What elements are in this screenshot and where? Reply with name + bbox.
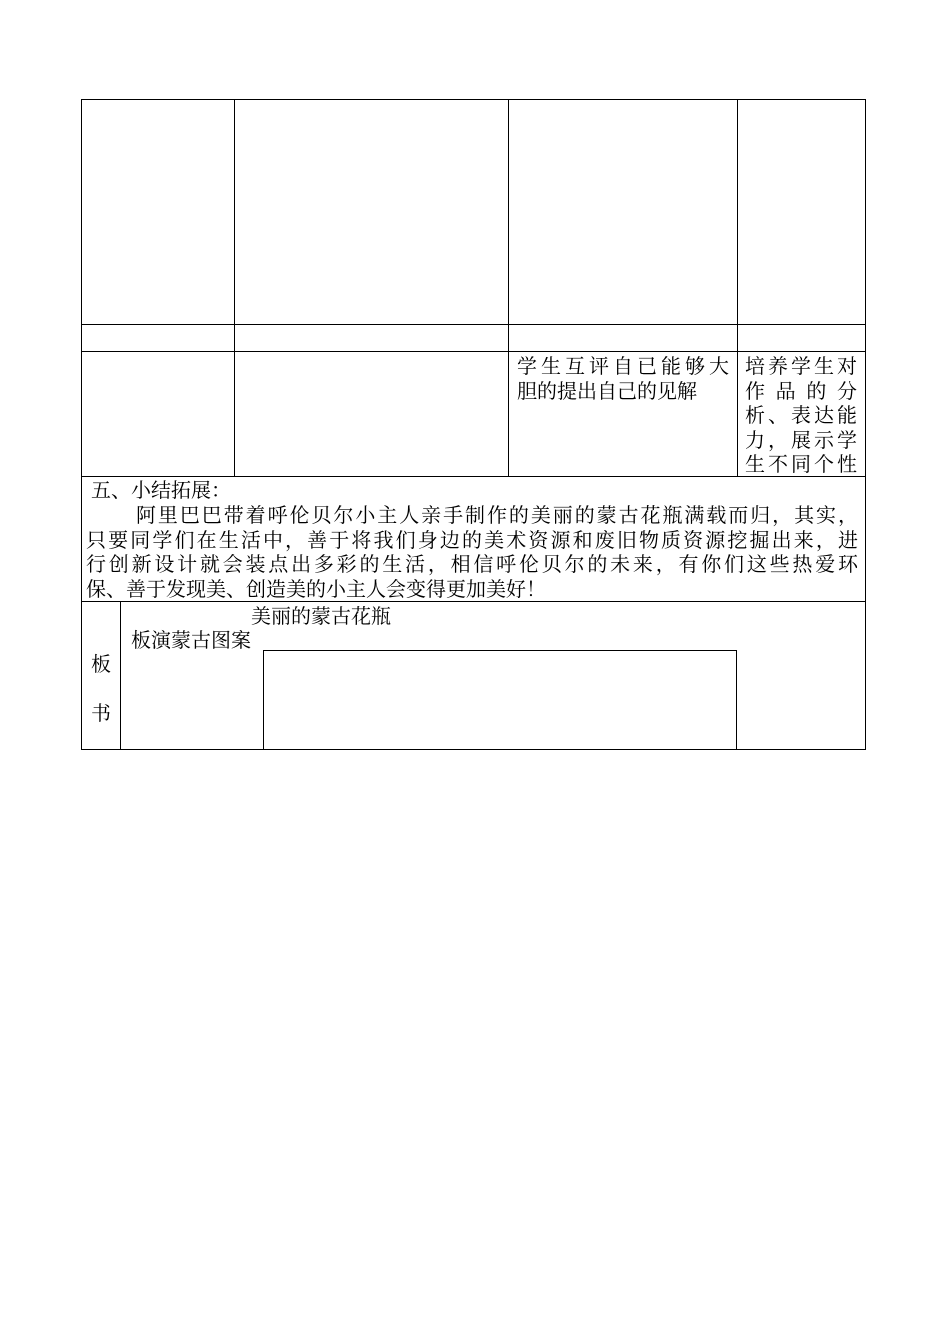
board-column-divider bbox=[120, 601, 121, 750]
column-divider-3 bbox=[737, 99, 738, 477]
cell-line: 力，展示学 bbox=[745, 427, 857, 452]
peer-review-cell bbox=[517, 354, 729, 403]
summary-heading: 五、小结拓展： bbox=[91, 478, 231, 502]
row-divider-4 bbox=[81, 601, 866, 602]
summary-line: 只要同学们在生活中，善于将我们身边的美术资源和废旧物质资源挖掘出来，进 bbox=[86, 527, 858, 552]
table-top-border bbox=[81, 99, 866, 100]
goal-cell bbox=[745, 354, 857, 477]
summary-line: 阿里巴巴带着呼伦贝尔小主人亲手制作的美丽的蒙古花瓶满载而归，其实， bbox=[136, 503, 858, 527]
table-left-border bbox=[81, 99, 82, 750]
board-drawing-box bbox=[263, 650, 737, 750]
board-subtitle: 板演蒙古图案 bbox=[131, 628, 251, 652]
board-title: 美丽的蒙古花瓶 bbox=[251, 604, 391, 628]
cell-line: 培养学生对 bbox=[745, 354, 857, 378]
cell-line: 作品的分 bbox=[745, 378, 857, 403]
board-label-char-1: 板 bbox=[91, 652, 111, 676]
cell-line: 生不同个性 bbox=[745, 452, 857, 476]
column-divider-2 bbox=[508, 99, 509, 477]
row-divider-1 bbox=[81, 324, 866, 325]
cell-line: 析、表达能 bbox=[745, 403, 857, 427]
table-right-border bbox=[865, 99, 866, 750]
summary-line: 行创新设计就会装点出多彩的生活，相信呼伦贝尔的未来，有你们这些热爱环 bbox=[86, 552, 858, 576]
cell-line: 学生互评自已能够大 bbox=[517, 354, 729, 378]
board-label-char-2: 书 bbox=[91, 701, 111, 725]
cell-line: 胆的提出自己的见解 bbox=[517, 378, 697, 403]
summary-line: 保、善于发现美、创造美的小主人会变得更加美好！ bbox=[86, 576, 546, 601]
summary-paragraph bbox=[86, 503, 858, 601]
row-divider-2 bbox=[81, 351, 866, 352]
column-divider-1 bbox=[234, 99, 235, 477]
